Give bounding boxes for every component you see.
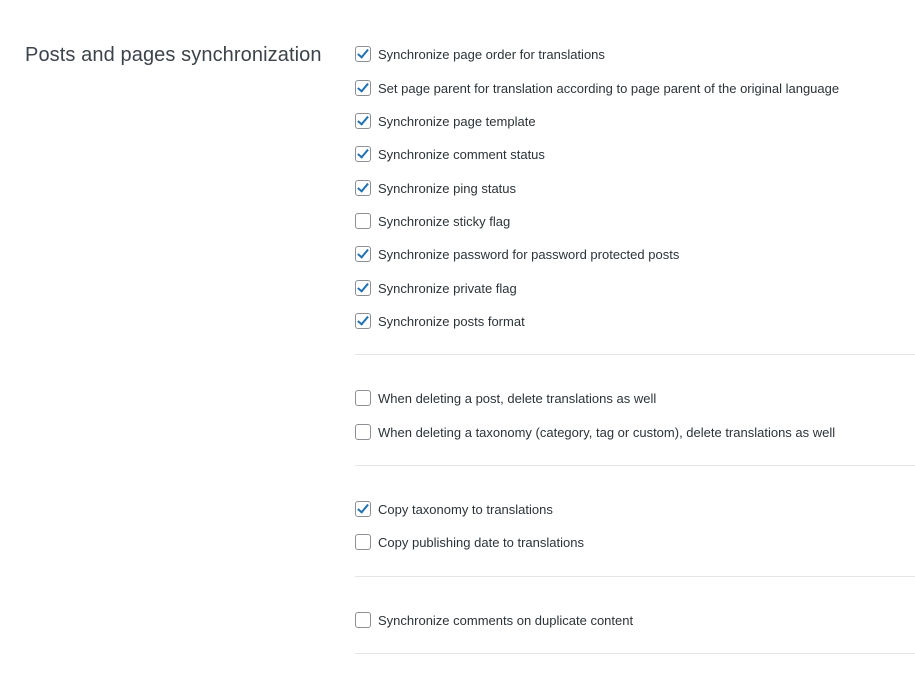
option-label[interactable]: Synchronize ping status: [378, 180, 517, 196]
option-delete-taxonomy-translations[interactable]: [355, 422, 835, 442]
checkbox[interactable]: [355, 390, 371, 406]
option-copy-publishing-date[interactable]: [355, 532, 584, 552]
checkbox[interactable]: [355, 246, 371, 262]
option-sync-password[interactable]: [355, 244, 679, 264]
divider: [355, 576, 915, 577]
checkbox[interactable]: [355, 501, 371, 517]
checkbox[interactable]: [355, 113, 371, 129]
checkbox[interactable]: [355, 80, 371, 96]
divider: [355, 354, 915, 355]
checkbox[interactable]: [355, 313, 371, 329]
option-sync-comments-duplicate[interactable]: [355, 610, 633, 630]
option-label[interactable]: Copy publishing date to translations: [378, 534, 584, 550]
option-delete-post-translations[interactable]: [355, 388, 656, 408]
option-label[interactable]: Synchronize comments on duplicate content: [378, 612, 634, 628]
checkbox[interactable]: [355, 46, 371, 62]
option-label[interactable]: Synchronize comment status: [378, 146, 545, 162]
option-sync-page-order[interactable]: [355, 44, 605, 64]
divider: [355, 653, 915, 654]
checkbox[interactable]: [355, 146, 371, 162]
option-label[interactable]: Set page parent for translation according to page parent of the original language: [378, 80, 840, 96]
option-label[interactable]: Synchronize page order for translations: [378, 46, 605, 62]
option-label[interactable]: When deleting a post, delete translations as well: [378, 390, 657, 406]
option-sync-page-template[interactable]: [355, 111, 536, 131]
option-sync-comment-status[interactable]: [355, 144, 545, 164]
option-sync-private-flag[interactable]: [355, 278, 517, 298]
option-sync-sticky-flag[interactable]: [355, 211, 510, 231]
option-label[interactable]: Copy taxonomy to translations: [378, 501, 553, 517]
checkbox[interactable]: [355, 213, 371, 229]
option-label[interactable]: Synchronize posts format: [378, 313, 525, 329]
checkbox[interactable]: [355, 280, 371, 296]
checkbox[interactable]: [355, 612, 371, 628]
option-label[interactable]: When deleting a taxonomy (category, tag or custom), delete translations as well: [378, 424, 836, 440]
option-set-page-parent[interactable]: [355, 78, 839, 98]
section-title: Posts and pages synchronization: [25, 44, 322, 66]
checkbox[interactable]: [355, 424, 371, 440]
option-sync-posts-format[interactable]: [355, 311, 525, 331]
option-label[interactable]: Synchronize private flag: [378, 280, 517, 296]
option-label[interactable]: Synchronize password for password protected posts: [378, 246, 680, 262]
option-copy-taxonomy[interactable]: [355, 499, 553, 519]
checkbox[interactable]: [355, 534, 371, 550]
option-label[interactable]: Synchronize page template: [378, 113, 536, 129]
option-label[interactable]: Synchronize sticky flag: [378, 213, 511, 229]
checkbox[interactable]: [355, 180, 371, 196]
divider: [355, 465, 915, 466]
option-sync-ping-status[interactable]: [355, 178, 516, 198]
